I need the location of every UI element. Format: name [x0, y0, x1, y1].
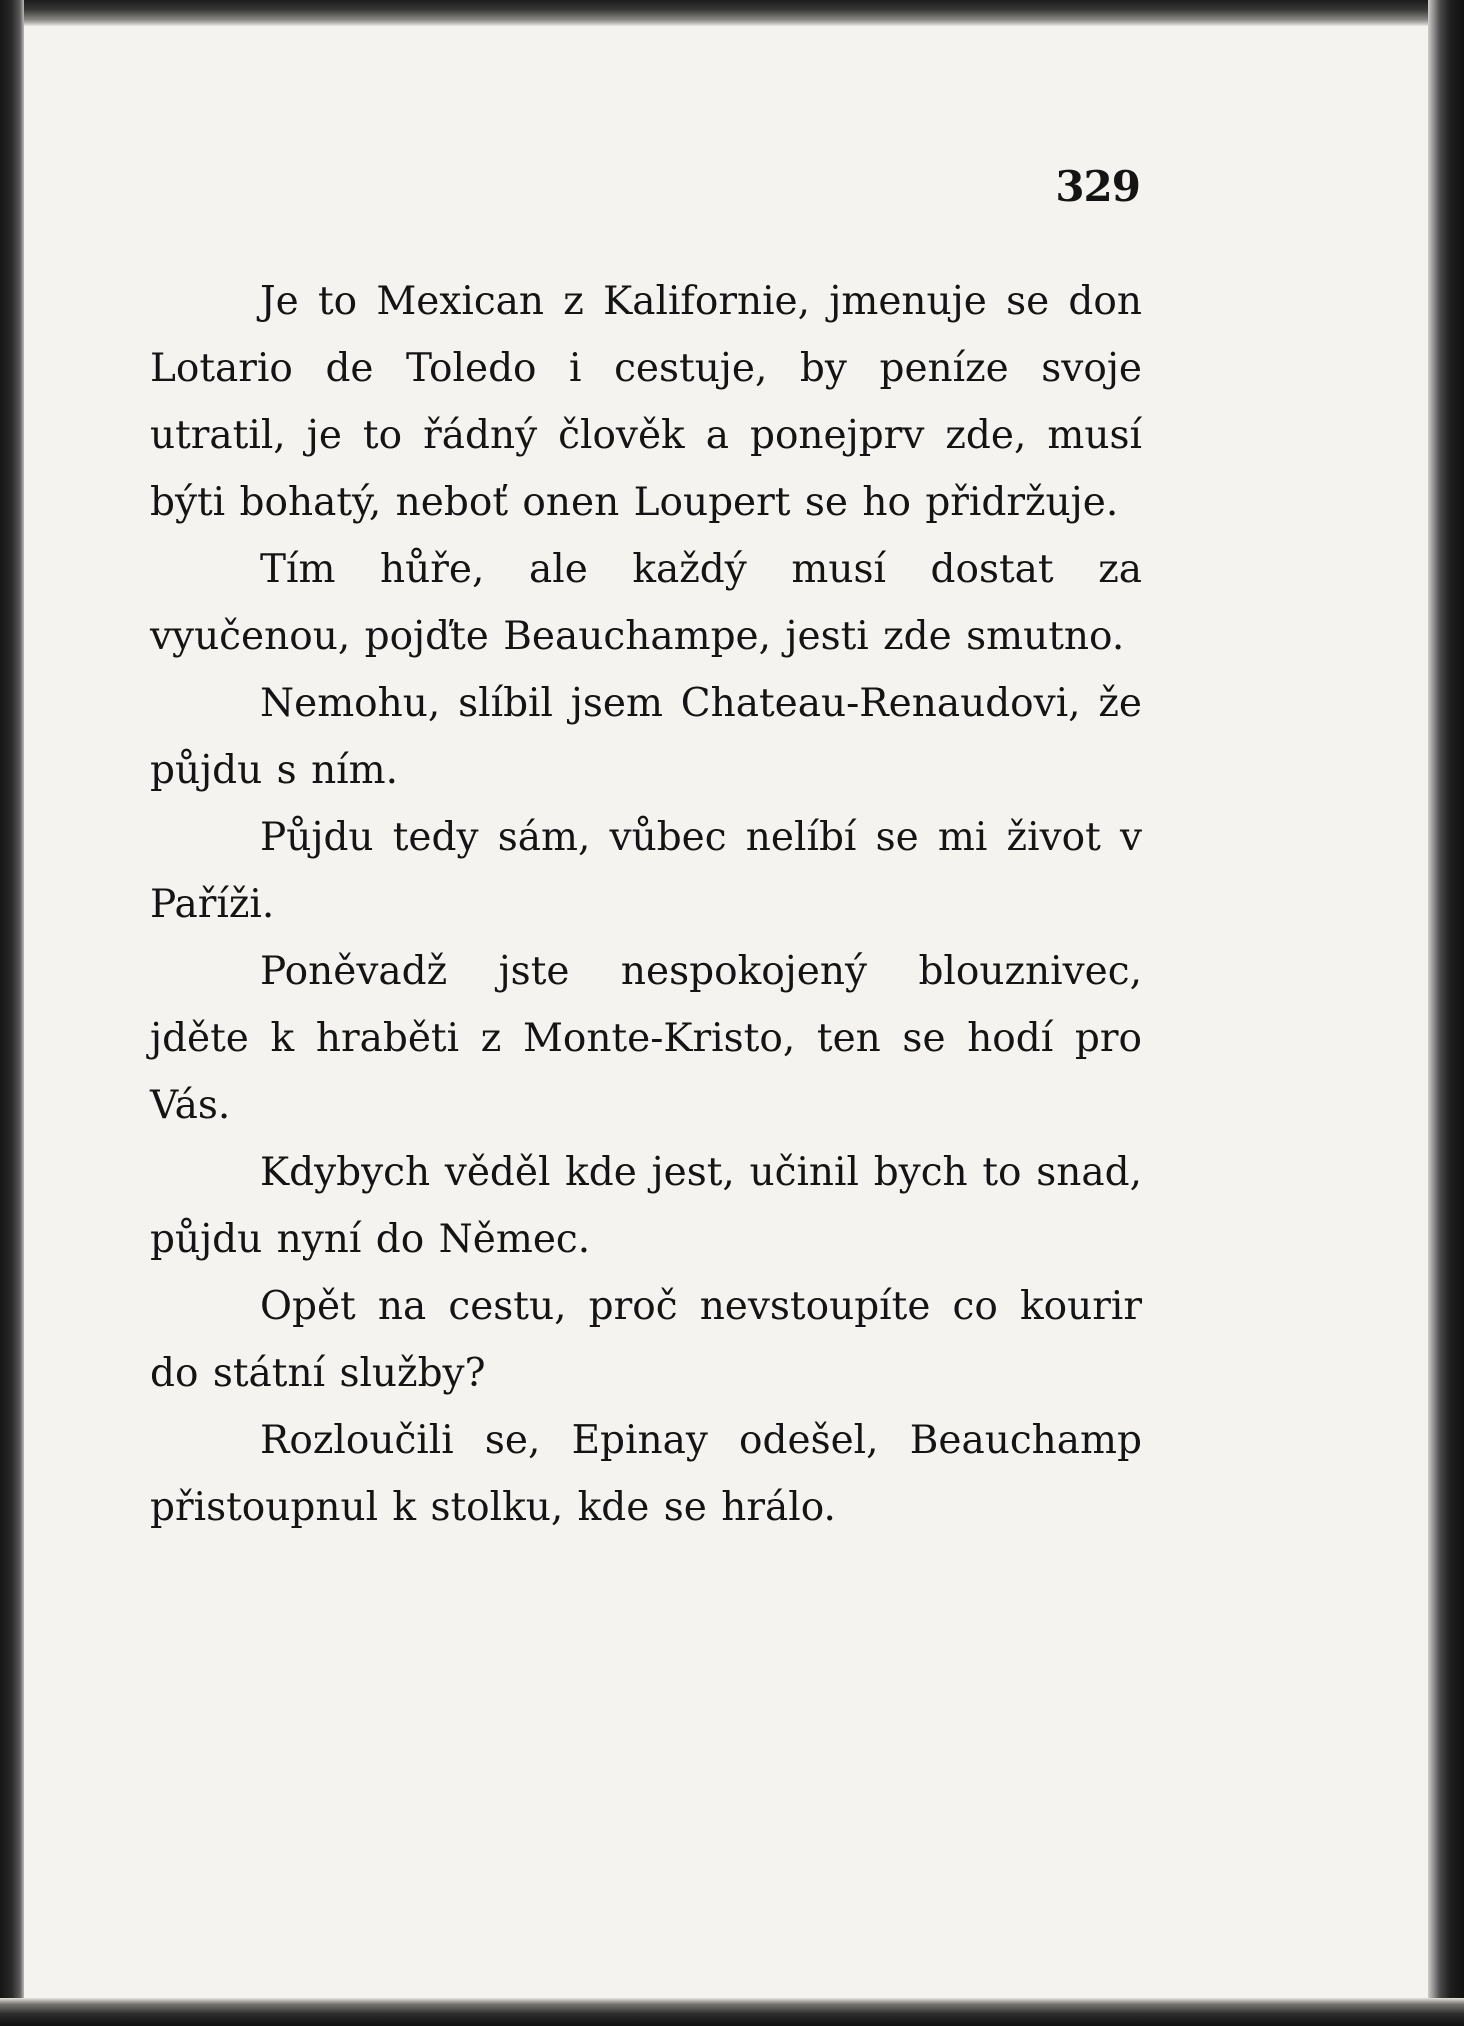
paragraph: Půjdu tedy sám, vůbec nelíbí se mi život v Paříži.: [150, 815, 1142, 927]
paragraph: Rozloučili se, Epinay odešel, Beauchamp přistoupnul k stolku, kde se hrálo.: [150, 1418, 1142, 1530]
paragraph: Tím hůře, ale každý musí dostat za vyučenou, pojďte Beauchampe, jesti zde smutno.: [150, 547, 1142, 659]
paragraph: Poněvadž jste nespokojený blouznivec, jděte k hraběti z Monte-Kristo, ten se hodí pro Vás.: [150, 949, 1142, 1128]
paragraph: Nemohu, slíbil jsem Chateau-Renaudovi, že půjdu s ním.: [150, 681, 1142, 793]
body-text: [150, 268, 1142, 1541]
scan-border-right: [1428, 0, 1464, 2026]
scan-border-bottom: [0, 1998, 1464, 2026]
scan-border-top: [0, 0, 1464, 26]
page-number: 329: [1055, 162, 1140, 211]
paragraph: Kdybych věděl kde jest, učinil bych to snad, půjdu nyní do Němec.: [150, 1150, 1142, 1262]
scan-border-left: [0, 0, 24, 2026]
paragraph: Je to Mexican z Kalifornie, jmenuje se don Lotario de Toledo i cestuje, by peníze svoje utratil, je to řádný člověk a ponejprv zde, musí býti bohatý, neboť onen Loupert se ho přidržuje.: [150, 279, 1142, 525]
paragraph: Opět na cestu, proč nevstoupíte co kourir do státní služby?: [150, 1284, 1142, 1396]
